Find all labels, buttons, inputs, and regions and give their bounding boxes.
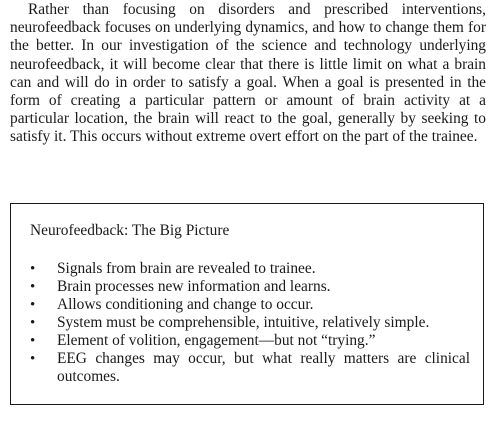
list-item: [30, 260, 470, 278]
list-item-text: Brain processes new information and learns.: [57, 278, 331, 295]
list-item: [30, 278, 470, 296]
list-item-text: System must be comprehensible, intuitive, relatively simple.: [57, 314, 430, 331]
list-item: [30, 350, 470, 386]
list-item: [30, 296, 470, 314]
bullet-icon: •: [30, 315, 36, 331]
bullet-icon: •: [30, 297, 36, 313]
bullet-icon: •: [30, 261, 36, 277]
body-paragraph: Rather than focusing on disorders and prescribed interventions, neurofeedback focuses on underlying dynamics, and how to change them for the better. In our investigation of the science and technology underlying neurofeedback, it will become clear that there is little limit on what a brain can and will do in order to satisfy a goal. When a goal is presented in the form of creating a particular pattern or amount of brain activity at a particular location, the brain will react to the goal, generally by seeking to satisfy it. This occurs without extreme overt effort on the part of the trainee.: [10, 1, 486, 146]
list-item-text: EEG changes may occur, but what really matters are clinical outcomes.: [57, 350, 470, 385]
list-item: [30, 314, 470, 332]
bullet-icon: •: [30, 333, 36, 349]
list-item-text: Signals from brain are revealed to trainee.: [57, 260, 316, 277]
box-title: Neurofeedback: The Big Picture: [30, 222, 230, 239]
bullet-list: [30, 260, 470, 386]
bullet-icon: •: [30, 279, 36, 295]
summary-box: [10, 203, 484, 405]
list-item-text: Element of volition, engagement—but not “trying.”: [57, 332, 376, 349]
list-item: [30, 332, 470, 350]
list-item-text: Allows conditioning and change to occur.: [57, 296, 314, 313]
bullet-icon: •: [30, 351, 36, 367]
